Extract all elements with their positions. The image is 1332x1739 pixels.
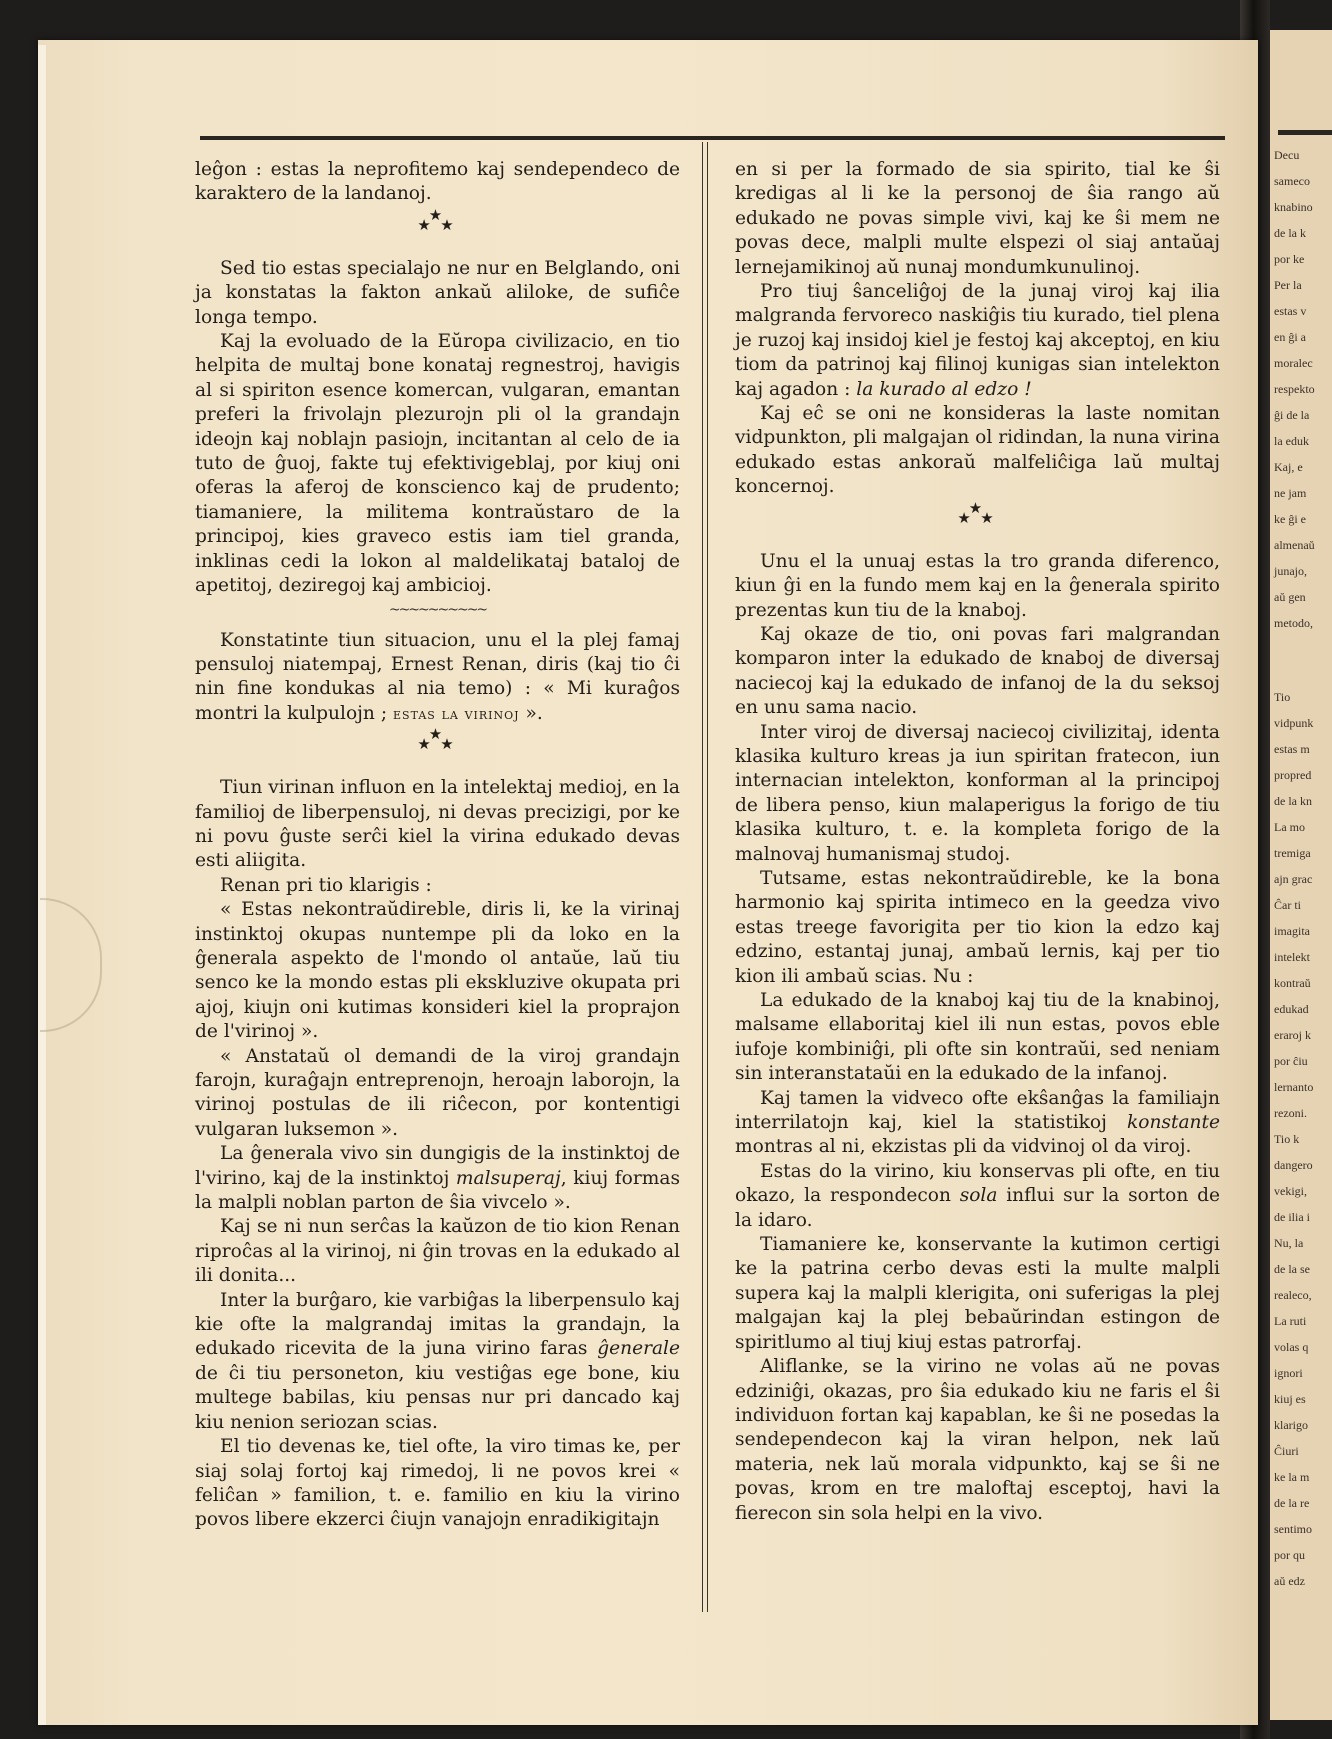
adjacent-page-fragment: propred [1274, 768, 1312, 782]
adjacent-page-fragment: aŭ edz [1274, 1574, 1305, 1588]
text-run: Inter la burĝaro, kie varbiĝas la liberpensulo kaj kie ofte la malgrandaj imitas la grandajn, la edukado ricevita de la juna virino faras [195, 1289, 680, 1360]
adjacent-page-fragment: kontraŭ [1274, 976, 1311, 990]
adjacent-page-fragment: Kaj, e [1274, 460, 1303, 474]
quote-end: ». [525, 702, 543, 724]
column-divider-left [702, 142, 703, 1612]
paragraph: Kaj la evoluado de la Eŭropa civilizacio, en tio helpita de multaj bone konataj regnestroj, havigis al si spiriton esence komercan, vulgaran, emantan preferi la frivolajn plezurojn pli ol la grandajn ideojn kaj noblajn pasiojn, incitantan al celo de ia tuto de ĝuoj, fakte tuj efektivigeblaj, por kiuj oni oferas la aferoj de konscienco kaj de prudento; tiamaniere, la militema kontraŭstaro de la principoj, kies graveco estis iam tiel granda, inklinas cedi la lokon al maldelikataj bataloj de apetitoj, deziregoj kaj ambicioj. [195, 331, 680, 597]
adjacent-page-fragment: almenaŭ [1274, 538, 1315, 552]
paragraph: El tio devenas ke, tiel ofte, la viro timas ke, per siaj solaj fortoj kaj rimedoj, li ne povos krei « feliĉan » familion, t. e. familio en kiu la virino povos libere ekzerci ĉiujn vanajojn enradikigitajn [195, 1436, 680, 1531]
adjacent-page-fragment: en ĝi a [1274, 330, 1306, 344]
adjacent-page-fragment: ĝi de la [1274, 408, 1310, 422]
adjacent-page-rule [1278, 130, 1332, 135]
adjacent-page-fragment: de ilia i [1274, 1210, 1310, 1224]
italic-run: sola [959, 1185, 998, 1207]
paragraph: Tiamaniere ke, konservante la kutimon certigi ke la patrina cerbo devas esti la multe malpli supera kaj la malpli klerigita, oni suferigas la plej malgajan kaj la plej bebaŭrindan estingon de spiritlumo al tiuj kiuj estas patrorfaj. [735, 1234, 1220, 1353]
paragraph: « Estas nekontraŭdireble, diris li, ke la virinaj instinktoj okupas nuntempe pli da loko en la ĝenerala aspekto de l'mondo ol antaŭe, laŭ tiu senco ke la mondo estas pli ekskluzive okupata pri ajoj, kiujn oni kutimas konsideri kiel la proprajon de l'virinoj ». [195, 899, 680, 1043]
adjacent-page-fragment: sentimo [1274, 1522, 1312, 1536]
adjacent-page [1270, 30, 1332, 1720]
text-run: Pro tiuj ŝanceliĝoj de la junaj viroj kaj ilia malgranda fervoreco naskiĝis tiu kurado, tiel plena je ruzoj kaj insidoj kiel je festoj kaj akceptoj, en kiu tiom da patrinoj kaj filinoj kunigas sian intelekton kaj agadon : [735, 281, 1220, 400]
adjacent-page-fragment: metodo, [1274, 616, 1313, 630]
adjacent-page-fragment: Per la [1274, 278, 1302, 292]
paragraph [195, 629, 680, 727]
section-stars: ★★★ [417, 725, 454, 754]
adjacent-page-fragment: moralec [1274, 356, 1313, 370]
adjacent-page-fragment: aŭ gen [1274, 590, 1306, 604]
adjacent-page-fragment: ke la m [1274, 1470, 1310, 1484]
adjacent-page-fragment: ke ĝi e [1274, 512, 1306, 526]
adjacent-page-fragment: lernanto [1274, 1080, 1314, 1094]
text-run: de ĉi tiu personeton, kiu vestiĝas ege bone, kiu multege babilas, kiu pensas nur pri dancado kaj kiu nenion seriozan scias. [195, 1362, 680, 1433]
adjacent-page-fragment: la eduk [1274, 434, 1309, 448]
paragraph: Inter viroj de diversaj naciecoj civilizitaj, identa klasika kulturo kreas ja iun spiritan fratecon, iun internacian intelekton, konforman al la principoj de libera penso, kiun malaperigus la forigo de tiu klasika kulturo, t. e. la kompleta forigo de la malnovaj humanismaj studoj. [735, 721, 1220, 865]
paragraph [735, 1160, 1220, 1233]
text-run: La ĝenerala vivo sin dungigis de la instinktoj de l'virino, kaj de la instinktoj [195, 1143, 680, 1189]
right-column [735, 158, 1220, 1526]
column-divider-right [707, 142, 708, 1612]
adjacent-page-fragment: ne jam [1274, 486, 1307, 500]
adjacent-page-fragment: La ruti [1274, 1314, 1307, 1328]
adjacent-page-fragment: edukad [1274, 1002, 1309, 1016]
quote-text: Konstatinte tiun situacion, unu el la plej famaj pensuloj niatempaj, Ernest Renan, diris (kaj tio ĉi nin fine kondukas al nia temo) : « Mi kuraĝos montri la kulpulojn ; [195, 629, 680, 724]
adjacent-page-fragment: rezoni. [1274, 1106, 1307, 1120]
paragraph: en si per la formado de sia spirito, tial ke ŝi kredigas al li ke la personoj de ŝia rango aŭ edukado ne povas simple vivi, kaj ke ŝi mem ne povas dece, malpli multe elspezi ol siaj antaŭaj lernejamikinoj aŭ nunaj mondumkunulinoj. [735, 159, 1220, 278]
page-edge [38, 45, 46, 1725]
section-stars: ★★★ [957, 498, 994, 527]
small-caps-text: estas la virinoj [393, 704, 520, 723]
adjacent-page-fragment: dangero [1274, 1158, 1313, 1172]
adjacent-page-fragment: realeco, [1274, 1288, 1312, 1302]
paragraph: Kaj se ni nun serĉas la kaŭzon de tio kion Renan riproĉas al la virinoj, ni ĝin trovas en la edukado al ili donita... [195, 1216, 680, 1287]
paragraph: « Anstataŭ ol demandi de la viroj grandajn farojn, kuraĝajn entreprenojn, heroajn laborojn, la virinoj postulas de ili riĉecon, por kontentigi vulgaran luksemon ». [195, 1045, 680, 1140]
adjacent-page-fragment: ignori [1274, 1366, 1303, 1380]
adjacent-page-fragment: por ke [1274, 252, 1305, 266]
left-column [195, 158, 680, 1533]
paragraph [195, 1289, 680, 1435]
adjacent-page-fragment: de la k [1274, 226, 1306, 240]
italic-run: konstante [1127, 1112, 1220, 1134]
adjacent-page-fragment: de la kn [1274, 794, 1312, 808]
adjacent-page-fragment: junajo, [1274, 564, 1307, 578]
adjacent-page-fragment: Decu [1274, 148, 1300, 162]
paragraph: Aliflanke, se la virino ne volas aŭ ne povas edziniĝi, okazas, pro ŝia edukado kiu ne faris el ŝi individuon fortan kaj kapablan, ke ŝi ne posedas la sendependecon kaj la viran helpon, nek laŭ materia, nek laŭ morala vidpunkto, kaj se ŝi ne povas, krom en tre maloftaj esceptoj, havi la fierecon sin sola helpi en la vivo. [735, 1356, 1220, 1524]
adjacent-page-fragment: eraroj k [1274, 1028, 1311, 1042]
adjacent-page-fragment: de la re [1274, 1496, 1310, 1510]
adjacent-page-fragment: estas m [1274, 742, 1310, 756]
adjacent-page-fragment: estas v [1274, 304, 1307, 318]
adjacent-page-fragment: La mo [1274, 820, 1305, 834]
paragraph: Tiun virinan influon en la intelektaj medioj, en la familioj de liberpensuloj, ni devas precizigi, por ke ni povu ĝuste serĉi kiel la virina edukado devas esti aliigita. [195, 777, 680, 872]
adjacent-page-fragment: kiuj es [1274, 1392, 1306, 1406]
paragraph: leĝon : estas la neprofitemo kaj sendependeco de karaktero de la landanoj. [195, 159, 680, 205]
wavy-separator: ~~~~~~~~~~ [388, 601, 487, 618]
adjacent-page-fragment: Nu, la [1274, 1236, 1304, 1250]
adjacent-page-fragment: knabino [1274, 200, 1313, 214]
italic-run: ĝenerale [597, 1338, 680, 1360]
paragraph: La edukado de la knaboj kaj tiu de la knabinoj, malsame ellaboritaj kiel ili nun estas, povos eble iufoje kombiniĝi, pli ofte sin kontraŭi, sed neniam sin interanstataŭi en la edukado de la infanoj. [735, 990, 1220, 1085]
adjacent-page-fragment: de la se [1274, 1262, 1310, 1276]
adjacent-page-fragment: sameco [1274, 174, 1310, 188]
adjacent-page-fragment: vekigi, [1274, 1184, 1307, 1198]
paragraph: Kaj okaze de tio, oni povas fari malgrandan komparon inter la edukado de knaboj de diversaj naciecoj kaj la edukado de infanoj de la du seksoj en unu sama nacio. [735, 623, 1220, 719]
text-run: Estas do la virino, kiu konservas pli ofte, en tiu okazo, la respondecon [735, 1160, 1220, 1207]
paragraph: Sed tio estas specialajo ne nur en Belglando, oni ja konstatas la fakton ankaŭ aliloke, de sufiĉe longa tempo. [195, 257, 680, 328]
paragraph [735, 280, 1220, 402]
text-run: Kaj tamen la vidveco ofte ekŝanĝas la familiajn interrilatojn kaj, kiel la statistikoj [735, 1087, 1220, 1134]
text-run: influi sur la sorton de la idaro. [735, 1185, 1220, 1231]
italic-run: malsuperaj [455, 1167, 561, 1189]
text-run: , kiuj formas la malpli noblan parton de ŝia vivcelo ». [195, 1167, 680, 1214]
adjacent-page-fragment: ajn grac [1274, 872, 1313, 886]
italic-run: la kurado al edzo ! [856, 378, 1032, 400]
paragraph: Renan pri tio klarigis : [220, 874, 432, 896]
adjacent-page-fragment: por qu [1274, 1548, 1305, 1562]
adjacent-page-fragment: vidpunk [1274, 716, 1314, 730]
adjacent-page-fragment: volas q [1274, 1340, 1309, 1354]
adjacent-page-fragment: imagita [1274, 924, 1310, 938]
adjacent-page-fragment: intelekt [1274, 950, 1310, 964]
paragraph [195, 1142, 680, 1215]
paragraph: Kaj eĉ se oni ne konsideras la laste nomitan vidpunkton, pli malgajan ol ridindan, la nuna virina edukado estas ankoraŭ malfeliĉiga laŭ multaj koncernoj. [735, 403, 1220, 498]
section-stars: ★★★ [417, 205, 454, 234]
paragraph: Tutsame, estas nekontraŭdireble, ke la bona harmonio kaj spirita intimeco en la geedza vivo estas treege favorigita per tio kion la edzo kaj edzino, estantaj junaj, ambaŭ lernis, kaj per tio kion ili ambaŭ scias. Nu : [735, 867, 1220, 987]
adjacent-page-fragment: Tio k [1274, 1132, 1300, 1146]
adjacent-page-fragment: Ĉiuri [1274, 1444, 1299, 1458]
adjacent-page-fragment: por ĉiu [1274, 1054, 1308, 1068]
paragraph [735, 1087, 1220, 1160]
paragraph: Unu el la unuaj estas la tro granda diferenco, kiun ĝi en la fundo mem kaj en la ĝenerala spirito prezentas kun tiu de la knaboj. [735, 550, 1220, 621]
adjacent-page-fragment: tremiga [1274, 846, 1311, 860]
top-rule [200, 136, 1225, 140]
text-run: montras al ni, ekzistas pli da vidvinoj ol da viroj. [735, 1136, 1192, 1158]
adjacent-page-fragment: klarigo [1274, 1418, 1308, 1432]
adjacent-page-fragment: Tio [1274, 690, 1291, 704]
adjacent-page-fragment: Ĉar ti [1274, 898, 1301, 912]
adjacent-page-fragment: respekto [1274, 382, 1315, 396]
